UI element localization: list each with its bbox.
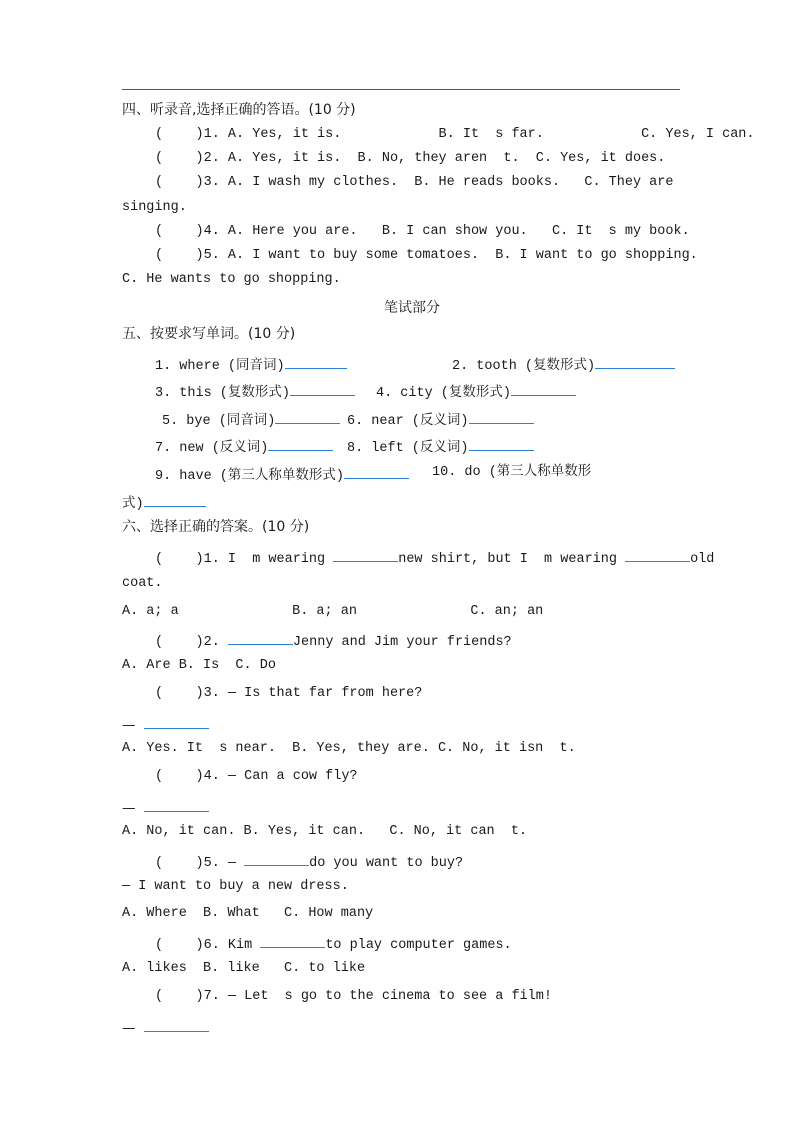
sec5-item-9-text: 9. have (第三人称单数形式) <box>155 469 345 484</box>
sec5-item-10-cont-text: 式) <box>122 497 144 512</box>
answer-blank[interactable] <box>469 409 534 424</box>
section-4-title: 四、听录音,选择正确的答语。(10 分) <box>122 102 356 118</box>
dash: — <box>122 1020 136 1036</box>
sec5-item-4 <box>376 381 576 403</box>
answer-blank[interactable] <box>144 797 209 812</box>
sec6-q7-answer-line <box>122 1017 209 1039</box>
answer-blank[interactable] <box>625 547 690 562</box>
answer-blank[interactable] <box>228 630 293 645</box>
section-6-title: 六、选择正确的答案。(10 分) <box>122 519 310 535</box>
section-5-title: 五、按要求写单词。(10 分) <box>122 326 296 342</box>
answer-blank[interactable] <box>268 436 333 451</box>
sec4-q4: ( )4. A. Here you are. B. I can show you. C. It s my book. <box>155 224 690 239</box>
answer-blank[interactable] <box>144 492 206 507</box>
sec5-item-2-text: 2. tooth (复数形式) <box>452 359 596 374</box>
sec5-item-8-text: 8. left (反义词) <box>347 441 469 456</box>
sec6-q5-answer: — I want to buy a new dress. <box>122 879 349 894</box>
dash: — <box>122 717 136 733</box>
sec6-q2 <box>155 630 512 652</box>
answer-blank[interactable] <box>144 1017 209 1032</box>
answer-blank[interactable] <box>344 464 409 479</box>
sec5-item-5 <box>162 409 340 431</box>
sec5-item-10: 10. do (第三人称单数形 <box>432 465 592 480</box>
sec6-q1-options: A. a; a B. a; an C. an; an <box>122 604 544 619</box>
answer-blank[interactable] <box>275 409 340 424</box>
answer-blank[interactable] <box>285 354 347 369</box>
sec6-q4: ( )4. — Can a cow fly? <box>155 769 358 784</box>
sec6-q2-part-a: ( )2. <box>155 635 228 650</box>
sec5-item-8 <box>347 436 534 458</box>
sec4-q2: ( )2. A. Yes, it is. B. No, they aren t. C. Yes, it does. <box>155 151 666 166</box>
sec5-item-2 <box>452 354 675 376</box>
sec6-q6-part-a: ( )6. Kim <box>155 938 261 953</box>
sec6-q5-options: A. Where B. What C. How many <box>122 906 374 921</box>
answer-blank[interactable] <box>333 547 398 562</box>
answer-blank[interactable] <box>511 381 576 396</box>
sec4-q1: ( )1. A. Yes, it is. B. It s far. C. Yes, I can. <box>155 127 755 142</box>
sec6-q6-options: A. likes B. like C. to like <box>122 961 366 976</box>
written-part-title: 笔试部分 <box>384 300 440 316</box>
sec5-item-6-text: 6. near (反义词) <box>347 414 469 429</box>
sec6-q4-answer-line <box>122 797 209 819</box>
answer-blank[interactable] <box>144 714 209 729</box>
sec5-item-10-cont <box>122 492 206 514</box>
answer-blank[interactable] <box>469 436 534 451</box>
answer-blank[interactable] <box>290 381 355 396</box>
sec6-q1-part-a: ( )1. I m wearing <box>155 552 334 567</box>
sec6-q6 <box>155 933 512 955</box>
sec6-q1-part-b: new shirt, but I m wearing <box>398 552 626 567</box>
sec6-q2-options: A. Are B. Is C. Do <box>122 658 276 673</box>
sec5-item-9 <box>155 464 409 486</box>
sec4-q5: ( )5. A. I want to buy some tomatoes. B. I want to go shopping. <box>155 248 698 263</box>
top-rule <box>122 89 680 90</box>
answer-blank[interactable] <box>595 354 675 369</box>
sec6-q3: ( )3. — Is that far from here? <box>155 686 423 701</box>
sec5-item-4-text: 4. city (复数形式) <box>376 386 512 401</box>
sec5-item-3 <box>155 381 355 403</box>
sec4-q5-cont: C. He wants to go shopping. <box>122 272 341 287</box>
answer-blank[interactable] <box>244 851 309 866</box>
sec6-q2-part-b: Jenny and Jim your friends? <box>292 635 512 650</box>
sec6-q5-part-a: ( )5. — <box>155 856 245 871</box>
sec6-q1-cont: coat. <box>122 576 163 591</box>
sec5-item-3-text: 3. this (复数形式) <box>155 386 291 401</box>
sec5-item-7 <box>155 436 333 458</box>
sec6-q6-part-b: to play computer games. <box>325 938 512 953</box>
sec6-q1-part-c: old <box>690 552 715 567</box>
sec6-q5-part-b: do you want to buy? <box>309 856 464 871</box>
dash: — <box>122 800 136 816</box>
sec5-item-1-text: 1. where (同音词) <box>155 359 285 374</box>
sec6-q3-answer-line <box>122 714 209 736</box>
sec6-q1 <box>155 547 714 569</box>
sec5-item-6 <box>347 409 534 431</box>
sec5-item-1 <box>155 354 347 376</box>
answer-blank[interactable] <box>260 933 325 948</box>
sec6-q4-options: A. No, it can. B. Yes, it can. C. No, it can t. <box>122 824 528 839</box>
sec5-item-7-text: 7. new (反义词) <box>155 441 269 456</box>
sec5-item-5-text: 5. bye (同音词) <box>162 414 276 429</box>
sec4-q3-cont: singing. <box>122 200 187 215</box>
sec6-q3-options: A. Yes. It s near. B. Yes, they are. C. No, it isn t. <box>122 741 576 756</box>
sec6-q5 <box>155 851 463 873</box>
sec4-q3: ( )3. A. I wash my clothes. B. He reads books. C. They are <box>155 175 674 190</box>
sec6-q7: ( )7. — Let s go to the cinema to see a film! <box>155 989 552 1004</box>
